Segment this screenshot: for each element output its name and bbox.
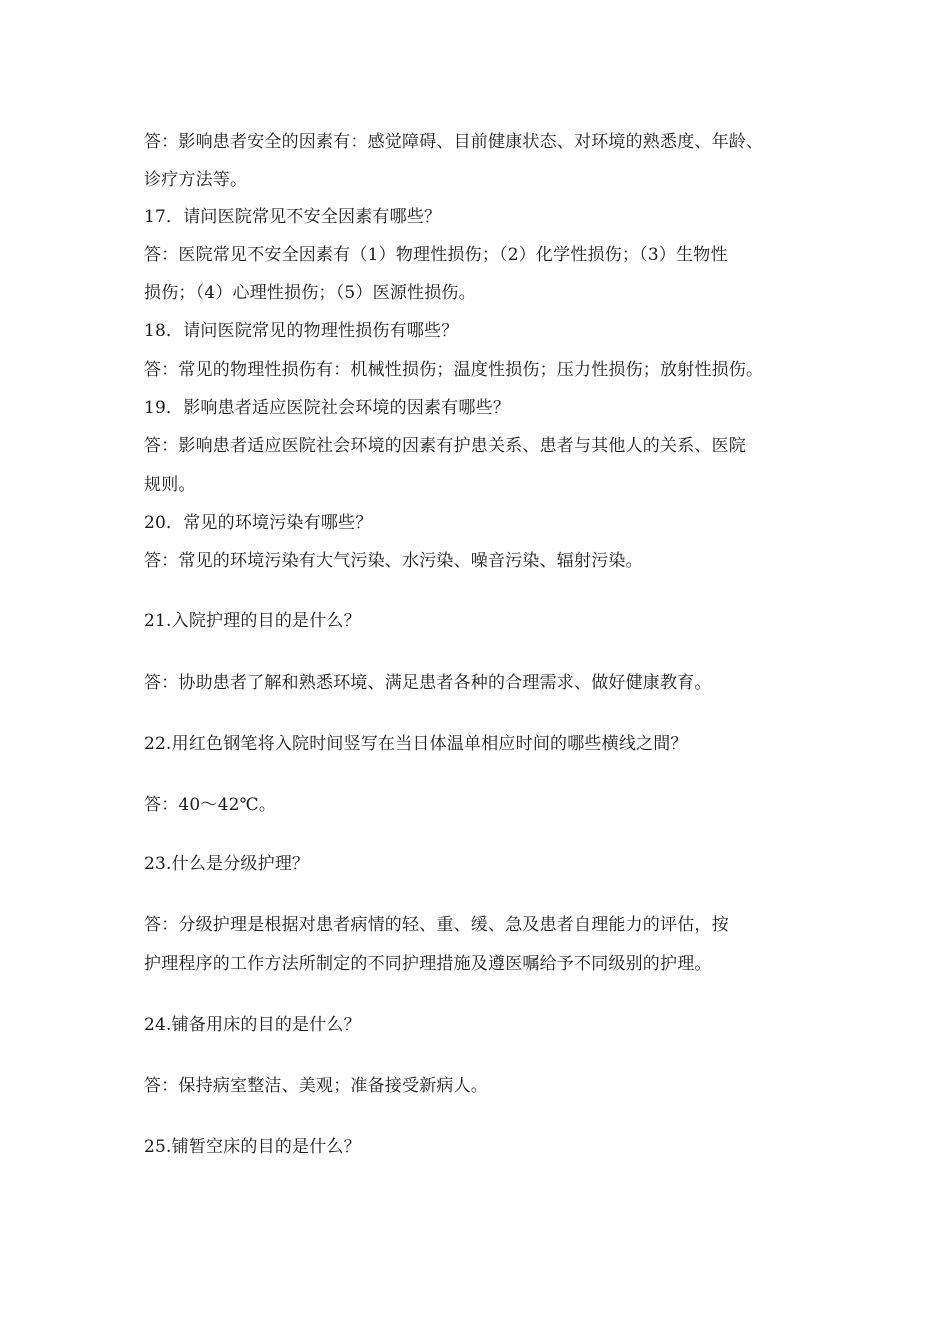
answer-24: 答：保持病室整洁、美观；准备接受新病人。 — [144, 1076, 488, 1096]
question-21: 21.入院护理的目的是什么？ — [144, 611, 361, 631]
answer-19-line-1: 答：影响患者适应医院社会环境的因素有护患关系、患者与其他人的关系、医院 — [144, 436, 746, 456]
question-22: 22.用红色钢笔将入院时间竖写在当日体温单相应时间的哪些横线之間？ — [144, 734, 688, 754]
answer-16-line-1: 答：影响患者安全的因素有：感觉障碍、目前健康状态、对环境的熟悉度、年龄、 — [144, 132, 764, 152]
answer-21: 答：协助患者了解和熟悉环境、满足患者各种的合理需求、做好健康教育。 — [144, 673, 712, 693]
answer-17-line-1: 答：医院常见不安全因素有（1）物理性损伤；（2）化学性损伤；（3）生物性 — [144, 245, 728, 265]
question-19: 19．影响患者适应医院社会环境的因素有哪些？ — [144, 398, 511, 418]
answer-23-line-2: 护理程序的工作方法所制定的不同护理措施及遵医嘱给予不同级别的护理。 — [144, 954, 712, 974]
question-24: 24.铺备用床的目的是什么？ — [144, 1015, 361, 1035]
answer-17-line-2: 损伤；（4）心理性损伤；（5）医源性损伤。 — [144, 283, 476, 303]
answer-22: 答：40～42℃。 — [144, 795, 277, 815]
question-18: 18．请问医院常见的物理性损伤有哪些？ — [144, 321, 459, 341]
answer-16-line-2: 诊疗方法等。 — [144, 170, 248, 190]
answer-19-line-2: 规则。 — [144, 475, 196, 495]
answer-20: 答：常见的环境污染有大气污染、水污染、噪音污染、辐射污染。 — [144, 551, 643, 571]
answer-23-line-1: 答：分级护理是根据对患者病情的轻、重、缓、急及患者自理能力的评估，按 — [144, 915, 729, 935]
question-20: 20．常见的环境污染有哪些？ — [144, 513, 373, 533]
question-17: 17．请问医院常见不安全因素有哪些？ — [144, 207, 442, 227]
question-25: 25.铺暂空床的目的是什么？ — [144, 1137, 361, 1157]
question-23: 23.什么是分级护理？ — [144, 854, 310, 874]
answer-18: 答：常见的物理性损伤有：机械性损伤；温度性损伤；压力性损伤；放射性损伤。 — [144, 360, 764, 380]
